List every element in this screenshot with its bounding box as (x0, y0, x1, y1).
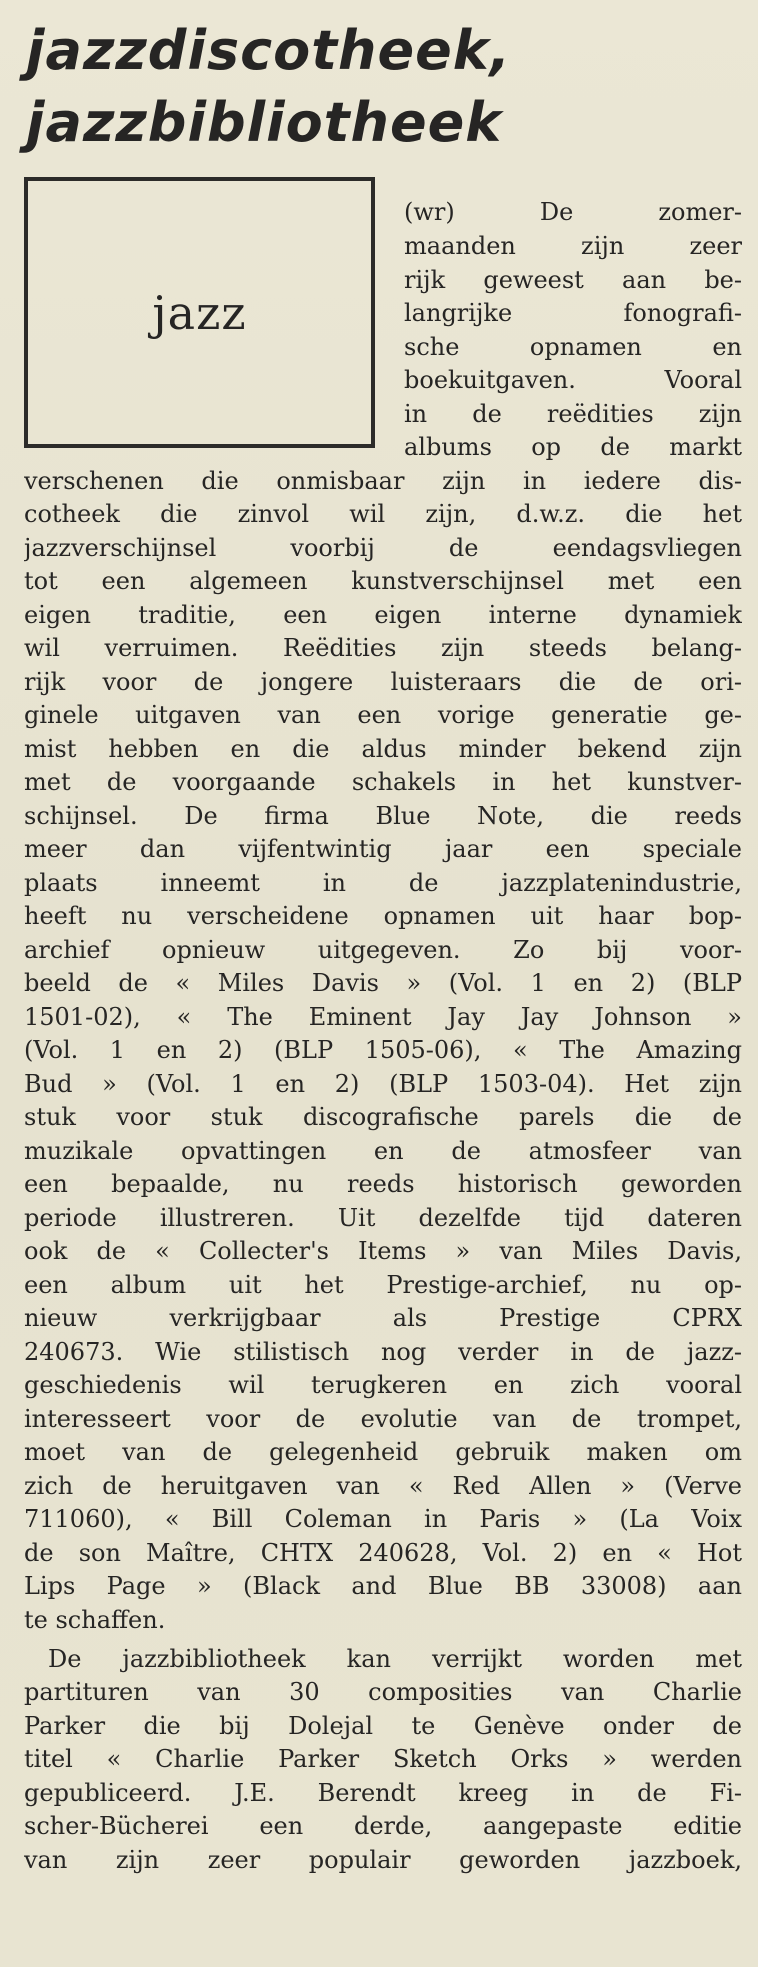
article-line: tot een algemeen kunstverschijnsel met een (24, 567, 742, 595)
article-line: met de voorgaande schakels in het kunstver- (24, 768, 742, 796)
article-line: 240673. Wie stilistisch nog verder in de jazz- (24, 1338, 742, 1366)
article-line: 711060), « Bill Coleman in Paris » (La Voix (24, 1505, 742, 1533)
article-line: meer dan vijfentwintig jaar een speciale (24, 835, 742, 863)
article-line: wil verruimen. Reëdities zijn steeds belang- (24, 634, 742, 662)
article-line: Bud » (Vol. 1 en 2) (BLP 1503-04). Het zijn (24, 1070, 742, 1098)
headline-line-1: jazzdiscotheek, (26, 19, 512, 82)
article-line: boekuitgaven. Vooral (404, 366, 742, 394)
article-line: Lips Page » (Black and Blue BB 33008) aan (24, 1572, 742, 1600)
article-line: nieuw verkrijgbaar als Prestige CPRX (24, 1304, 742, 1332)
article-line: de son Maître, CHTX 240628, Vol. 2) en « Hot (24, 1539, 742, 1567)
article-line: van zijn zeer populair geworden jazzboek, (24, 1846, 742, 1874)
article-line: cotheek die zinvol wil zijn, d.w.z. die het (24, 500, 742, 528)
article-line: verschenen die onmisbaar zijn in iedere dis- (24, 467, 742, 495)
article-line: langrijke fonografi- (404, 299, 742, 327)
article-line: sche opnamen en (404, 333, 742, 361)
article-line: periode illustreren. Uit dezelfde tijd dateren (24, 1204, 742, 1232)
article-line: een bepaalde, nu reeds historisch geworden (24, 1170, 742, 1198)
article-line: Parker die bij Dolejal te Genève onder de (24, 1712, 742, 1740)
article-line: geschiedenis wil terugkeren en zich vooral (24, 1371, 742, 1399)
article-line: (wr) De zomer- (404, 198, 742, 226)
article-line: eigen traditie, een eigen interne dynamiek (24, 601, 742, 629)
article-line: rijk voor de jongere luisteraars die de ori- (24, 668, 742, 696)
article-line: 1501-02), « The Eminent Jay Jay Johnson » (24, 1003, 742, 1031)
article-line: ginele uitgaven van een vorige generatie ge- (24, 701, 742, 729)
article-line: rijk geweest aan be- (404, 266, 742, 294)
article-line: gepubliceerd. J.E. Berendt kreeg in de Fi- (24, 1779, 742, 1807)
article-line: heeft nu verscheidene opnamen uit haar bop- (24, 902, 742, 930)
article-line: moet van de gelegenheid gebruik maken om (24, 1438, 742, 1466)
article-line: ook de « Collecter's Items » van Miles Davis, (24, 1237, 742, 1265)
article-line: zich de heruitgaven van « Red Allen » (Verve (24, 1472, 742, 1500)
article-line: in de reëdities zijn (404, 400, 742, 428)
article-line: plaats inneemt in de jazzplatenindustrie, (24, 869, 742, 897)
article-line: albums op de markt (404, 433, 742, 461)
article-line: De jazzbibliotheek kan verrijkt worden met (48, 1645, 742, 1673)
article-line: schijnsel. De firma Blue Note, die reeds (24, 802, 742, 830)
article-line: maanden zijn zeer (404, 232, 742, 260)
article-line: scher-Bücherei een derde, aangepaste editie (24, 1812, 742, 1840)
article-line: (Vol. 1 en 2) (BLP 1505-06), « The Amazing (24, 1036, 742, 1064)
article-line: muzikale opvattingen en de atmosfeer van (24, 1137, 742, 1165)
article-line: een album uit het Prestige-archief, nu op- (24, 1271, 742, 1299)
article-line: archief opnieuw uitgegeven. Zo bij voor- (24, 936, 742, 964)
article-line: partituren van 30 composities van Charlie (24, 1678, 742, 1706)
article-line: titel « Charlie Parker Sketch Orks » werden (24, 1745, 742, 1773)
jazz-column-label: jazz (152, 285, 247, 340)
article-line: beeld de « Miles Davis » (Vol. 1 en 2) (BLP (24, 969, 742, 997)
article-line: jazzverschijnsel voorbij de eendagsvliegen (24, 534, 742, 562)
article-line: mist hebben en die aldus minder bekend zijn (24, 735, 742, 763)
article-line: te schaffen. (24, 1606, 166, 1634)
article-line: interesseert voor de evolutie van de trompet, (24, 1405, 742, 1433)
article-line: stuk voor stuk discografische parels die de (24, 1103, 742, 1131)
headline-line-2: jazzbibliotheek (26, 91, 503, 154)
